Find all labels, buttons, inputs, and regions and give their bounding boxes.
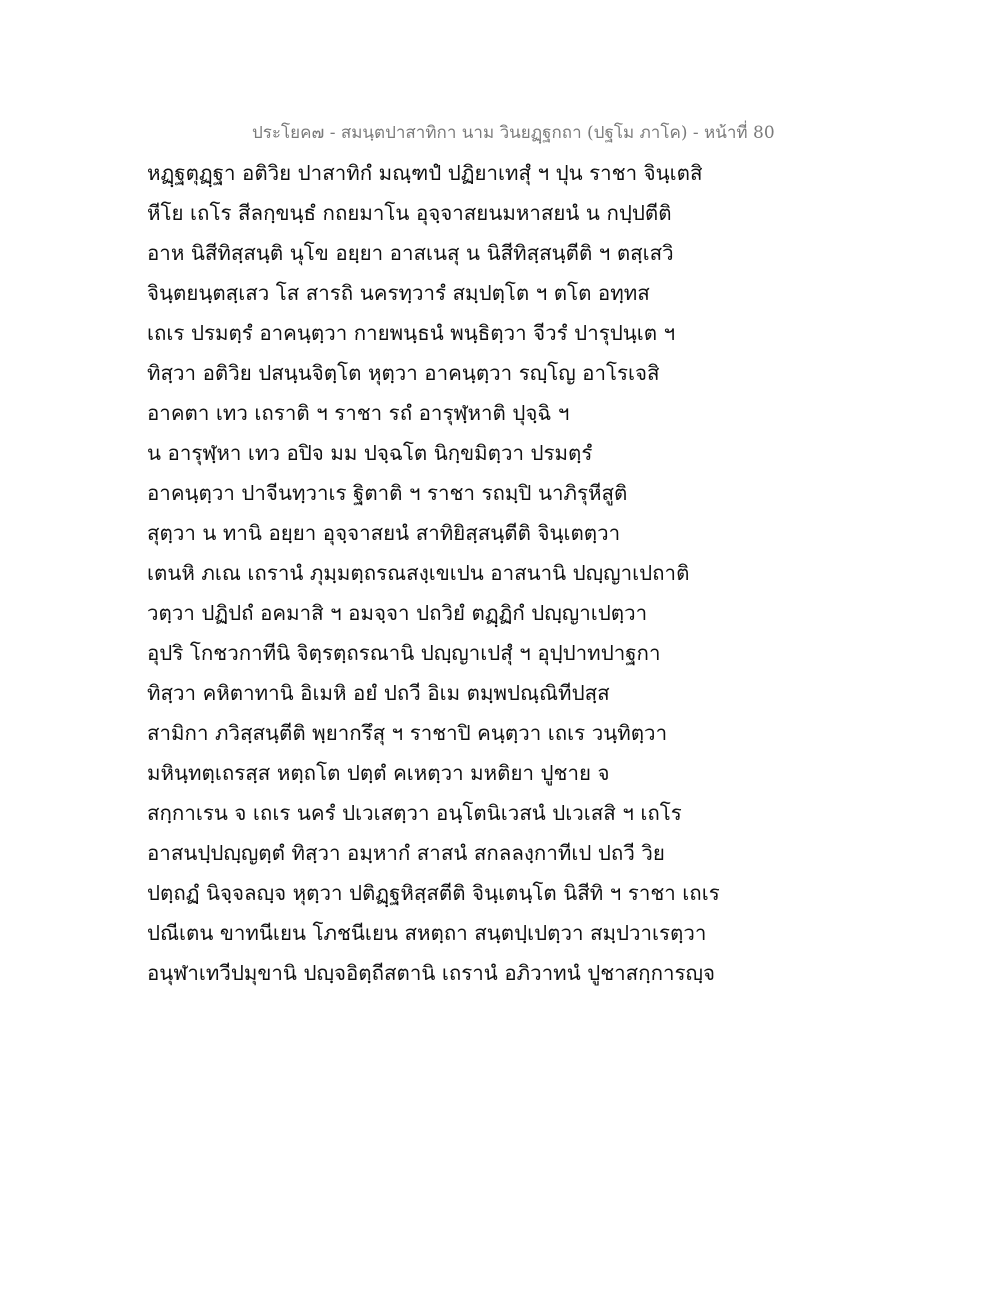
page-header: ประโยค๗ - สมนฺตปาสาทิกา นาม วินยฏฺฐกถา (ปฐโม ภาโค) - หน้าที่ 80	[252, 123, 775, 143]
text-line: สามิกา ภวิสฺสนฺตีติ พฺยากรึสุ ฯ ราชาปิ คนฺตฺวา เถเร วนฺทิตฺวา	[147, 721, 668, 745]
text-line: อาคตา เทว เถราติ ฯ ราชา รถํ อารุฬฺหาติ ปุจฺฉิ ฯ	[147, 401, 570, 425]
text-line: ทิสฺวา คหิตาทานิ อิเมหิ อยํ ปถวี อิเม ตมฺพปณฺณิทีปสฺส	[147, 681, 610, 705]
text-line: จินฺตยนฺตสฺเสว โส สารถิ นครทฺวารํ สมฺปตฺโต ฯ ตโต อทฺทส	[147, 281, 650, 305]
text-line: สุตฺวา น ทานิ อยฺยา อุจฺจาสยนํ สาทิยิสฺสนฺตีติ จินฺเตตฺวา	[147, 521, 621, 545]
text-line: ปตฺถฏํ นิจฺจลญฺจ หุตฺวา ปติฏฺฐหิสฺสตีติ จินฺเตนฺโต นิสีทิ ฯ ราชา เถเร	[147, 881, 720, 905]
text-line: มหินฺทตฺเถรสฺส หตฺถโต ปตฺตํ คเหตฺวา มหติยา ปูชาย จ	[147, 761, 610, 785]
text-line: หีโย เถโร สีลกฺขนฺธํ กถยมาโน อุจฺจาสยนมหาสยนํ น กปฺปตีติ	[147, 201, 672, 225]
text-line: วตฺวา ปฏิปถํ อคมาสิ ฯ อมจฺจา ปถวิยํ ตฏฺฏิกํ ปญฺญาเปตฺวา	[147, 601, 648, 625]
text-line: อุปริ โกชวกาทีนิ จิตฺรตฺถรณานิ ปญฺญาเปสุํ ฯ อุปฺปาทปาฐกา	[147, 641, 661, 665]
text-line: ปณีเตน ขาทนีเยน โภชนีเยน สหตฺถา สนฺตปฺเปตฺวา สมฺปวาเรตฺวา	[147, 921, 707, 945]
text-line: ทิสฺวา อติวิย ปสนฺนจิตฺโต หุตฺวา อาคนฺตฺวา รญฺโญ อาโรเจสิ	[147, 361, 660, 385]
text-line: เตนหิ ภเณ เถรานํ ภุมฺมตฺถรณสงฺเขเปน อาสนานิ ปญฺญาเปถาติ	[147, 561, 690, 585]
text-line: อาสนปฺปญฺญตฺตํ ทิสฺวา อมฺหากํ สาสนํ สกลลงฺกาทีเป ปถวี วิย	[147, 841, 665, 865]
text-line: อาคนฺตฺวา ปาจีนทฺวาเร ฐิตาติ ฯ ราชา รถมฺปิ นาภิรุหีสูติ	[147, 481, 628, 505]
text-line: สกฺกาเรน จ เถเร นครํ ปเวเสตฺวา อนฺโตนิเวสนํ ปเวเสสิ ฯ เถโร	[147, 801, 682, 825]
text-line: อนุฬาเทวีปมุขานิ ปญฺจอิตฺถีสตานิ เถรานํ อภิวาทนํ ปูชาสกฺการญฺจ	[147, 961, 715, 985]
text-line: เถเร ปรมตฺรํ อาคนฺตฺวา กายพนฺธนํ พนฺธิตฺวา จีวรํ ปารุปนฺเต ฯ	[147, 321, 676, 345]
body-text	[147, 153, 720, 993]
text-line: อาห นิสีทิสฺสนฺติ นุโข อยฺยา อาสเนสุ น นิสีทิสฺสนฺตีติ ฯ ตสฺเสวิ	[147, 241, 674, 265]
text-line: น อารุฬฺหา เทว อปิจ มม ปจฺฉโต นิกฺขมิตฺวา ปรมตฺรํ	[147, 441, 593, 465]
text-line: หฏฺฐตุฏฺฐา อติวิย ปาสาทิกํ มณฺฑปํ ปฏิยาเทสุํ ฯ ปุน ราชา จินฺเตสิ	[147, 161, 703, 185]
